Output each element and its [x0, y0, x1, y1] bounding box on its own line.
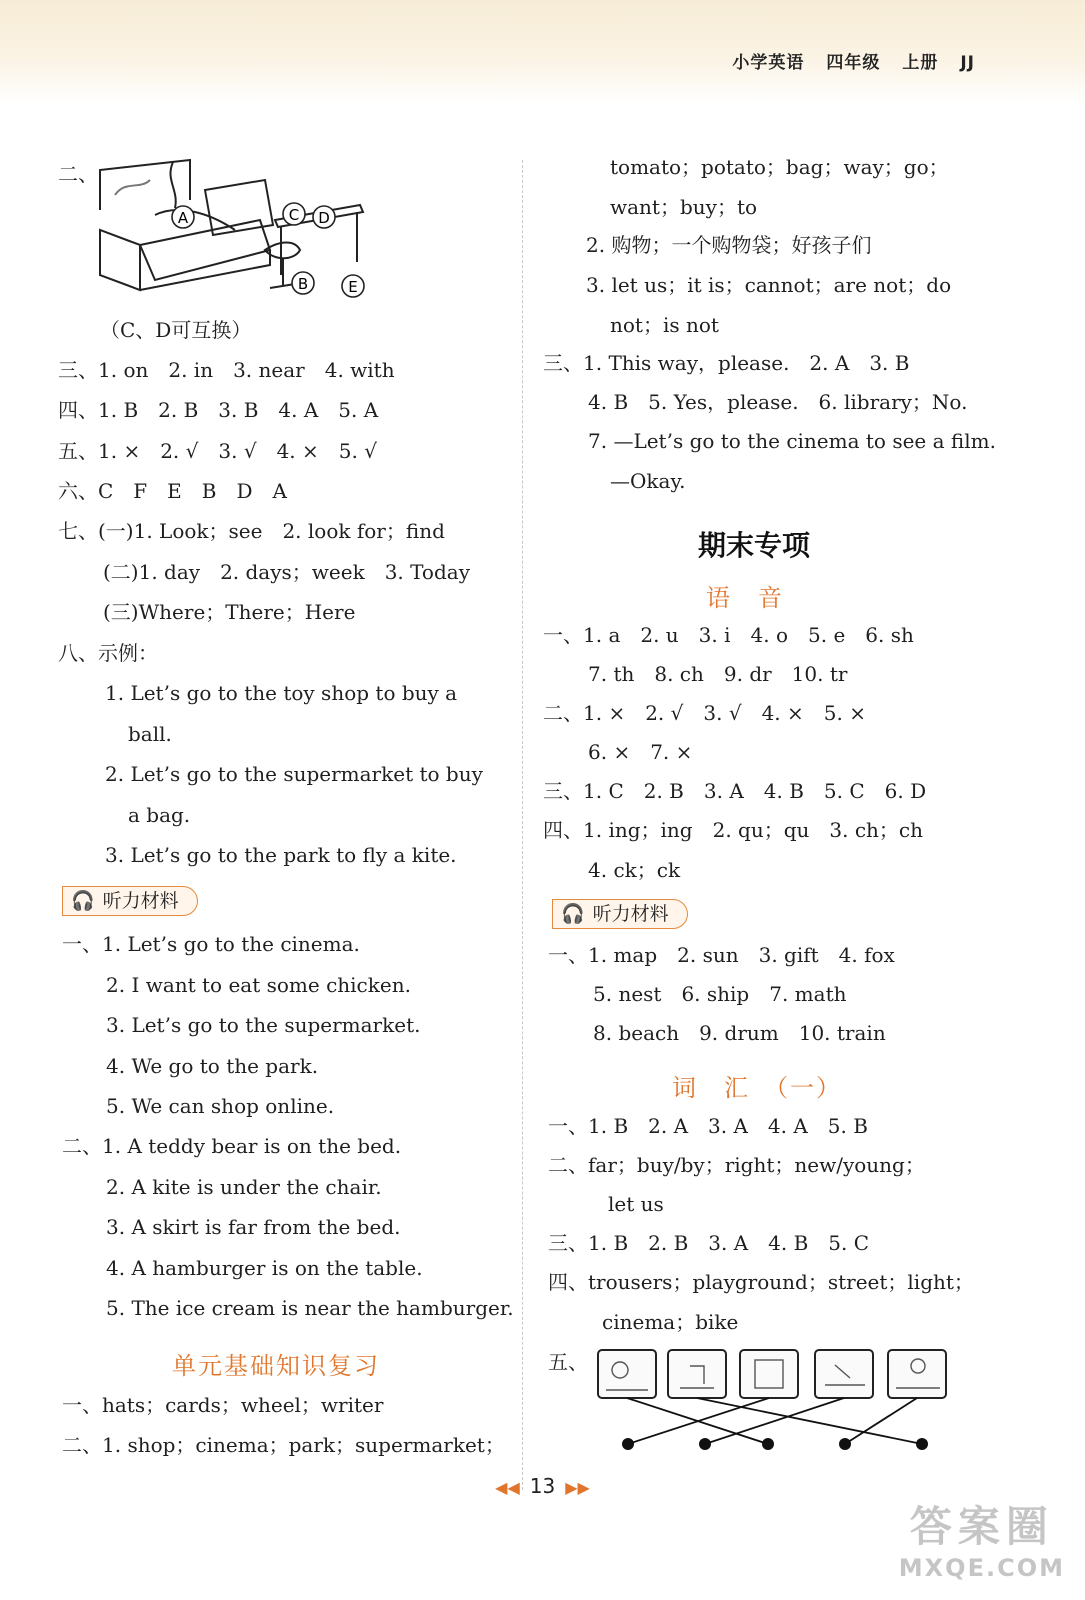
answer-line: 三、1. on 2. in 3. near 4. with: [58, 358, 395, 382]
watermark-line-2: MXQE.COM: [898, 1554, 1065, 1582]
figure-marker-a: [172, 206, 194, 228]
answer-line: 四、1. ing；ing 2. qu；qu 3. ch；ch: [543, 818, 924, 842]
match-dot: [762, 1438, 774, 1450]
headphones-icon: 🎧: [561, 903, 585, 925]
section-2-note: （C、D可互换）: [100, 318, 252, 342]
prev-arrow-icon: ◀◀: [495, 1478, 520, 1497]
match-dot: [839, 1438, 851, 1450]
header-subject: 小学英语: [732, 53, 805, 73]
match-line: [697, 1398, 922, 1444]
picture-box: [740, 1350, 798, 1398]
transcript-line: 4. We go to the park.: [106, 1054, 319, 1078]
answer-line: 二、far；buy/by；right；new/young；: [548, 1153, 925, 1177]
transcript-line: 2. A kite is under the chair.: [106, 1175, 382, 1199]
listening-tag-label: 听力材料: [592, 903, 669, 925]
listening-tag-label: 听力材料: [102, 890, 179, 912]
answer-line: 五、1. × 2. √ 3. √ 4. × 5. √: [58, 439, 377, 463]
bedroom-figure: [95, 150, 375, 300]
answer-line: 二、1. × 2. √ 3. √ 4. × 5. ×: [543, 701, 866, 725]
answer-line: 六、C F E B D A: [58, 479, 287, 503]
answer-line: want；buy；to: [610, 195, 758, 219]
answer-line: 6. × 7. ×: [588, 740, 693, 764]
watermark: [899, 1494, 1065, 1582]
figure-label-e: E: [348, 278, 358, 296]
answer-line: 三、1. This way，please. 2. A 3. B: [543, 351, 910, 375]
answer-line: 三、1. B 2. B 3. A 4. B 5. C: [548, 1231, 870, 1255]
figure-label-c: C: [288, 206, 300, 224]
header-grade: 四年级: [826, 53, 881, 73]
answer-line: 2. 购物；一个购物袋；好孩子们: [586, 233, 872, 257]
answer-line: (二)1. day 2. days；week 3. Today: [103, 560, 471, 584]
listening-material-tag: [552, 899, 688, 929]
answer-line: 七、(一)1. Look；see 2. look for；find: [58, 519, 445, 543]
answer-line: 四、1. B 2. B 3. B 4. A 5. A: [58, 398, 379, 422]
answer-line: 3. let us；it is；cannot；are not；do: [586, 273, 952, 297]
figure-marker-e: [342, 275, 364, 297]
match-line: [705, 1398, 844, 1444]
answer-line: cinema；bike: [602, 1310, 739, 1334]
answer-line: a bag.: [128, 803, 191, 827]
answer-line: 4. B 5. Yes，please. 6. library；No.: [588, 390, 968, 414]
transcript-line: 3. A skirt is far from the bed.: [106, 1215, 401, 1239]
answer-line: let us: [608, 1192, 664, 1216]
answer-line: 一、1. a 2. u 3. i 4. o 5. e 6. sh: [543, 623, 914, 647]
match-line: [845, 1398, 917, 1444]
figure-label-d: D: [318, 209, 330, 227]
column-divider: [522, 160, 523, 1490]
section-title-vocabulary: 词 汇 （一）: [672, 1074, 842, 1102]
answer-line: not；is not: [610, 313, 719, 337]
listening-material-tag: [62, 886, 198, 916]
transcript-line: 二、1. A teddy bear is on the bed.: [62, 1134, 402, 1158]
next-arrow-icon: ▶▶: [565, 1478, 590, 1497]
match-dot: [622, 1438, 634, 1450]
figure-marker-d: [313, 206, 335, 228]
transcript-line: 3. Let’s go to the supermarket.: [106, 1013, 421, 1037]
transcript-line: 一、1. Let’s go to the cinema.: [62, 932, 360, 956]
matching-figure: [590, 1340, 960, 1460]
transcript-line: 5. We can shop online.: [106, 1094, 335, 1118]
answer-line: 二、1. shop；cinema；park；supermarket；: [62, 1433, 505, 1457]
header-edition: JJ: [960, 53, 975, 73]
picture-box: [815, 1350, 873, 1398]
figure-label-b: B: [297, 275, 309, 293]
figure-marker-b: [292, 272, 314, 294]
answer-line: 3. Let’s go to the park to fly a kite.: [105, 843, 457, 867]
headphones-icon: 🎧: [71, 890, 95, 912]
match-dot: [916, 1438, 928, 1450]
final-review-title: 期末专项: [698, 529, 811, 562]
section-2-label: 二、: [58, 162, 98, 186]
figure-label-a: A: [177, 209, 189, 227]
answer-line: 八、示例：: [58, 641, 158, 665]
answer-line: 一、hats；cards；wheel；writer: [62, 1393, 384, 1417]
page-header: [710, 48, 975, 73]
transcript-line: 4. A hamburger is on the table.: [106, 1256, 423, 1280]
answer-line: (三)Where；There；Here: [103, 600, 356, 624]
answer-line: 一、1. B 2. A 3. A 4. A 5. B: [548, 1114, 868, 1138]
answer-line: 7. th 8. ch 9. dr 10. tr: [588, 662, 848, 686]
picture-box: [668, 1350, 726, 1398]
section-title-review: 单元基础知识复习: [172, 1352, 380, 1380]
figure-marker-c: [283, 203, 305, 225]
transcript-line: 5. The ice cream is near the hamburger.: [106, 1296, 514, 1320]
match-dot: [699, 1438, 711, 1450]
answer-line: 7. —Let’s go to the cinema to see a film.: [588, 429, 996, 453]
picture-box: [888, 1350, 946, 1398]
answer-line: ball.: [128, 722, 172, 746]
answer-line: 三、1. C 2. B 3. A 4. B 5. C 6. D: [543, 779, 927, 803]
answer-line: 4. ck；ck: [588, 858, 681, 882]
transcript-line: 5. nest 6. ship 7. math: [593, 982, 847, 1006]
answer-line: —Okay.: [610, 469, 686, 493]
answer-line: tomato；potato；bag；way；go；: [610, 155, 949, 179]
answer-line: 1. Let’s go to the toy shop to buy a: [105, 681, 458, 705]
answer-line: 五、: [548, 1350, 588, 1374]
section-title-phonics: 语 音: [706, 584, 784, 612]
answer-line: 四、trousers；playground；street；light；: [548, 1270, 974, 1294]
header-volume: 上册: [902, 53, 939, 73]
answer-line: 2. Let’s go to the supermarket to buy: [105, 762, 483, 786]
page-number: 13: [529, 1474, 556, 1498]
transcript-line: 2. I want to eat some chicken.: [106, 973, 411, 997]
transcript-line: 8. beach 9. drum 10. train: [593, 1021, 886, 1045]
watermark-line-1: 答案圈: [909, 1502, 1054, 1551]
transcript-line: 一、1. map 2. sun 3. gift 4. fox: [548, 943, 895, 967]
